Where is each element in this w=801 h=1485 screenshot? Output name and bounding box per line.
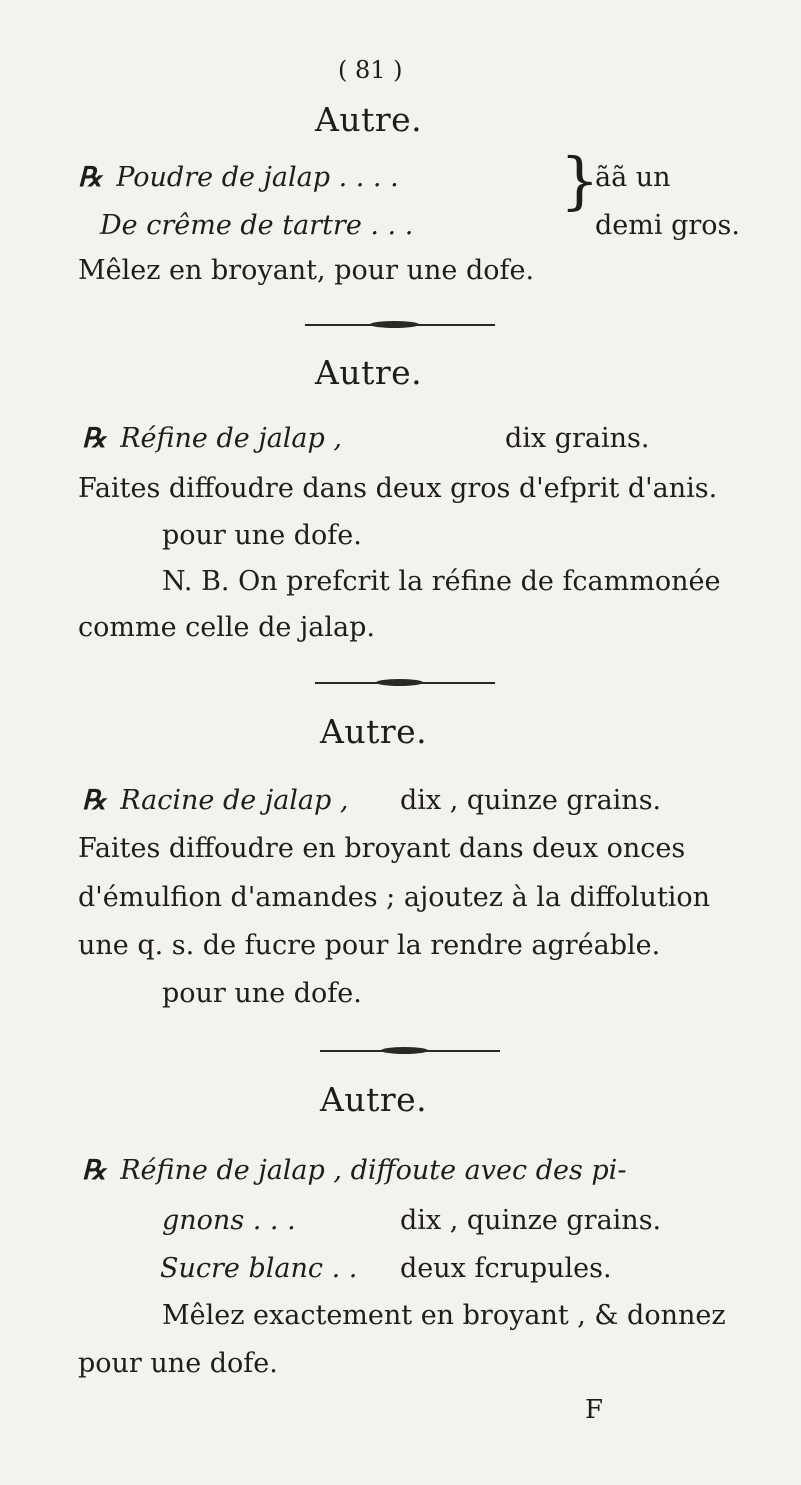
divider-ornament <box>315 682 495 684</box>
recipe-ingredient: ℞ Réfine de jalap , <box>82 423 342 454</box>
section-heading: Autre. <box>315 100 423 139</box>
recipe-amount: dix , quinze grains. <box>400 1205 662 1236</box>
recipe-text: Faites diffoudre en broyant dans deux onces <box>78 833 686 864</box>
recipe-ingredient: ℞ Réfine de jalap , diffoute avec des pi- <box>82 1155 627 1186</box>
brace-icon: } <box>560 144 600 217</box>
recipe-symbol: ℞ <box>82 1155 107 1186</box>
recipe-ingredient: ℞ Racine de jalap , <box>82 785 349 816</box>
recipe-text: d'émulfion d'amandes ; ajoutez à la diffolution <box>78 882 711 913</box>
section-heading: Autre. <box>315 353 423 392</box>
divider-ornament <box>305 324 495 326</box>
page-number: ( 81 ) <box>338 56 403 84</box>
recipe-text: pour une dofe. <box>162 520 362 551</box>
recipe-text: Faites diffoudre dans deux gros d'efprit d'anis. <box>78 473 718 504</box>
recipe-text: N. B. On prefcrit la réfine de fcammonée <box>162 566 721 597</box>
recipe-text: Mêlez en broyant, pour une dofe. <box>78 255 535 286</box>
recipe-text: Mêlez exactement en broyant , & donnez <box>162 1300 726 1331</box>
recipe-amount: ãã un <box>595 162 671 193</box>
signature-mark: F <box>585 1395 604 1425</box>
recipe-amount: dix , quinze grains. <box>400 785 662 816</box>
recipe-amount: deux fcrupules. <box>400 1253 612 1284</box>
recipe-ingredient: Sucre blanc . . <box>160 1253 358 1284</box>
recipe-ingredient: ℞ Poudre de jalap . . . . <box>78 162 399 193</box>
recipe-text: pour une dofe. <box>78 1348 278 1379</box>
divider-ornament <box>320 1050 500 1052</box>
recipe-amount: dix grains. <box>505 423 650 454</box>
recipe-symbol: ℞ <box>82 785 107 816</box>
recipe-text: une q. s. de fucre pour la rendre agréable. <box>78 930 661 961</box>
recipe-symbol: ℞ <box>78 162 103 193</box>
section-heading: Autre. <box>320 712 428 751</box>
section-heading: Autre. <box>320 1080 428 1119</box>
recipe-text: comme celle de jalap. <box>78 612 375 643</box>
recipe-ingredient: gnons . . . <box>162 1205 296 1236</box>
recipe-amount: demi gros. <box>595 210 740 241</box>
recipe-text: pour une dofe. <box>162 978 362 1009</box>
recipe-ingredient: De crême de tartre . . . <box>100 210 414 241</box>
recipe-symbol: ℞ <box>82 423 107 454</box>
